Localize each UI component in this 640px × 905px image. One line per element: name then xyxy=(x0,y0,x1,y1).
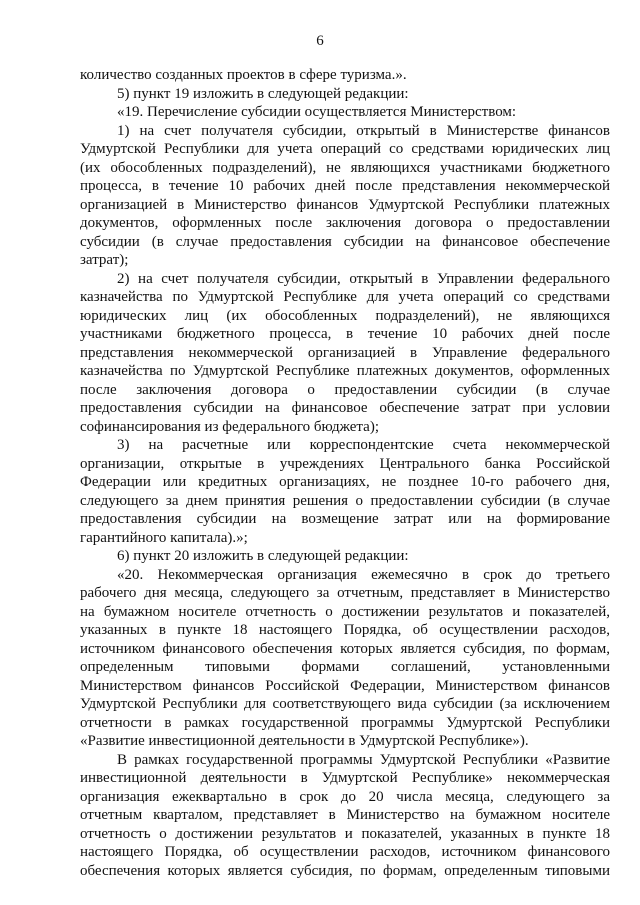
text-line: В рамках государственной программы Удмуртской Республики «Развитие xyxy=(117,751,610,768)
text-line: рабочего дня месяца, следующего за отчетным, представляет в Министерство xyxy=(80,585,610,601)
text-line: участниками бюджетного процесса, в течение 10 рабочих дней после xyxy=(80,326,610,342)
text-line: 5) пункт 19 изложить в следующей редакции: xyxy=(117,85,409,102)
text-line: отчетным кварталом, представляет в Министерство на бумажном носителе xyxy=(80,807,610,823)
text-line: затрат); xyxy=(80,252,129,268)
text-line: предоставления субсидии на возмещение затрат или на формирование xyxy=(80,511,610,527)
text-line: предоставления субсидии на финансовое обеспечение затрат при условии xyxy=(80,400,610,416)
text-line: организация ежеквартально в срок до 20 числа месяца, следующего за xyxy=(80,788,610,805)
text-line: процесса, в течение 10 рабочих дней после представления некоммерческой xyxy=(80,178,610,194)
text-line: Федерации или кредитных организациях, не позднее 10-го рабочего дня, xyxy=(80,474,610,490)
text-line: 6) пункт 20 изложить в следующей редакции: xyxy=(117,548,409,564)
text-line: организации, открытые в учреждениях Центрального банка Российской xyxy=(80,455,610,472)
text-line: «20. Некоммерческая организация ежемесячно в срок до третьего xyxy=(117,566,610,583)
text-line: настоящего Порядка, об осуществлении расходов, источником финансового xyxy=(80,844,610,860)
page-number: 6 xyxy=(316,33,324,49)
text-line: инвестиционной деятельности в Удмуртской Республике» некоммерческая xyxy=(80,770,610,786)
text-line: Министерством финансов Российской Федерации, Министерством финансов xyxy=(80,677,610,694)
text-line: «19. Перечисление субсидии осуществляется Министерством: xyxy=(117,104,517,120)
text-line: количество созданных проектов в сфере туризма.». xyxy=(80,67,407,83)
text-line: 2) на счет получателя субсидии, открытый в Управлении федерального xyxy=(117,270,610,287)
text-line: отчетности в рамках государственной программы Удмуртской Республики xyxy=(80,714,610,731)
text-line: 1) на счет получателя субсидии, открытый в Министерстве финансов xyxy=(117,122,610,139)
text-line: определенным типовыми формами соглашений, установленными xyxy=(80,659,610,675)
text-line: указанных в пункте 18 настоящего Порядка, об осуществлении расходов, xyxy=(80,622,610,638)
text-line: 3) на расчетные или корреспондентские счета некоммерческой xyxy=(117,437,610,453)
text-line: представления некоммерческой организацией в Управление федерального xyxy=(80,344,610,361)
text-line: гарантийного капитала).»; xyxy=(80,529,248,546)
text-line: субсидии (в случае предоставления субсидии на финансовое обеспечение xyxy=(80,233,610,250)
text-line: следующего за днем принятия решения о предоставлении субсидии (в случае xyxy=(80,492,610,509)
text-line: организацией в Министерство финансов Удмуртской Республики платежных xyxy=(80,196,610,213)
text-line: Удмуртской Республики для учета операций со средствами юридических лиц xyxy=(80,141,610,157)
text-line: источником финансового обеспечения которых является субсидия, по формам, xyxy=(80,640,610,657)
text-line: отчетность о достижении результатов и показателей, указанных в пункте 18 xyxy=(80,825,610,842)
text-line: казначейства по Удмуртской Республике платежных документов, оформленных xyxy=(80,363,610,379)
document-body xyxy=(80,66,610,880)
text-line: после заключения договора о предоставлении субсидии (в случае xyxy=(80,381,610,398)
text-line: «Развитие инвестиционной деятельности в Удмуртской Республике»). xyxy=(80,733,529,749)
text-line: обеспечения которых является субсидия, по формам, определенным типовыми xyxy=(80,862,610,879)
text-line: казначейства по Удмуртской Республике для учета операций со средствами xyxy=(80,289,610,305)
text-line: (их обособленных подразделений), не являющихся участниками бюджетного xyxy=(80,159,610,176)
text-line: юридических лиц (их обособленных подразделений), не являющихся xyxy=(80,307,610,324)
text-line: на бумажном носителе отчетность о достижении результатов и показателей, xyxy=(80,603,610,620)
text-line: документов, оформленных после заключения договора о предоставлении xyxy=(80,215,610,231)
text-line: софинансирования из федерального бюджета); xyxy=(80,418,379,435)
text-line: Удмуртской Республики для соответствующего вида субсидии (за исключением xyxy=(80,696,610,712)
